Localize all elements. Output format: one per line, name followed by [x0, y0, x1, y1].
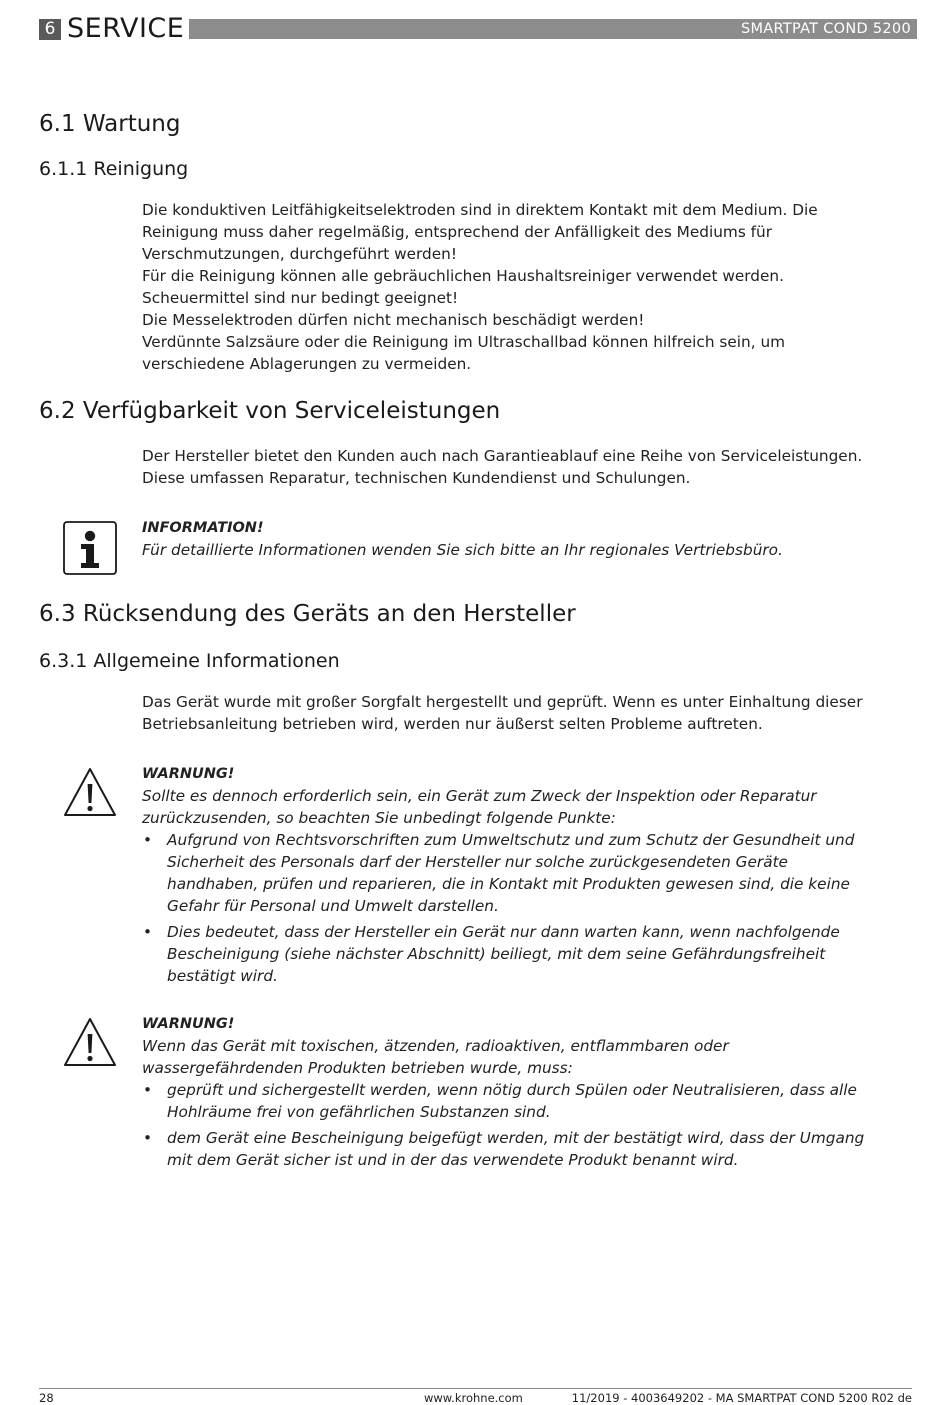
footer-divider — [39, 1388, 912, 1389]
text-line: Aufgrund von Rechtsvorschriften zum Umweltschutz und zum Schutz der Gesundheit und — [167, 831, 855, 849]
info-notice — [142, 517, 912, 561]
text-line: Hohlräume frei von gefährlichen Substanzen sind. — [167, 1103, 551, 1121]
section-6-3-1-title: 6.3.1 Allgemeine Informationen — [39, 650, 340, 672]
page-header — [39, 13, 917, 44]
text-line: Sicherheit des Personals darf der Hersteller nur solche zurückgesendeten Geräte — [167, 853, 788, 871]
bullet-marker: • — [143, 831, 153, 849]
warning-label: WARNUNG! — [142, 766, 235, 782]
website-link[interactable]: www.krohne.com — [424, 1391, 523, 1405]
section-6-3-title: 6.3 Rücksendung des Geräts an den Hersteller — [39, 601, 576, 627]
section-6-2-title: 6.2 Verfügbarkeit von Serviceleistungen — [39, 398, 501, 424]
text-line: bestätigt wird. — [167, 967, 278, 985]
chapter-number: 6 — [39, 19, 61, 40]
text-line: Verdünnte Salzsäure oder die Reinigung im Ultraschallbad können hilfreich sein, um — [142, 333, 786, 351]
bullet-marker: • — [143, 1081, 153, 1099]
text-line: mit dem Gerät sicher ist und in der das verwendete Produkt benannt wird. — [167, 1151, 739, 1169]
text-line: Dies bedeutet, dass der Hersteller ein Gerät nur dann warten kann, wenn nachfolgende — [167, 923, 840, 941]
bullet-marker: • — [143, 923, 153, 941]
text-line: wassergefährdenden Produkten betrieben wurde, muss: — [142, 1059, 573, 1077]
warning-icon — [63, 1016, 117, 1070]
text-line: Für die Reinigung können alle gebräuchlichen Haushaltsreiniger verwendet werden. — [142, 267, 784, 285]
text-line: Das Gerät wurde mit großer Sorgfalt hergestellt und geprüft. Wenn es unter Einhaltung dieser — [142, 693, 863, 711]
text-line: Gefahr für Personal und Umwelt darstellen. — [167, 897, 499, 915]
warning-bullet-list — [142, 829, 912, 987]
text-line: Wenn das Gerät mit toxischen, ätzenden, radioaktiven, entflammbaren oder — [142, 1037, 729, 1055]
page-number: 28 — [39, 1391, 54, 1405]
text-line: handhaben, prüfen und reparieren, die in Kontakt mit Produkten gewesen sind, die keine — [167, 875, 850, 893]
list-item — [142, 1079, 912, 1123]
text-line: verschiedene Ablagerungen zu vermeiden. — [142, 355, 472, 373]
section-6-1-1-title: 6.1.1 Reinigung — [39, 158, 189, 180]
info-label: INFORMATION! — [142, 520, 264, 536]
chapter-title: SERVICE — [67, 13, 185, 44]
text-line: Diese umfassen Reparatur, technischen Kundendienst und Schulungen. — [142, 469, 691, 487]
service-paragraph — [142, 445, 912, 489]
text-line: Betriebsanleitung betrieben wird, werden nur äußerst selten Probleme auftreten. — [142, 715, 763, 733]
text-line: Scheuermittel sind nur bedingt geeignet! — [142, 289, 459, 307]
document-reference: 11/2019 - 4003649202 - MA SMARTPAT COND 5200 R02 de — [571, 1391, 912, 1405]
text-line: Die Messelektroden dürfen nicht mechanisch beschädigt werden! — [142, 311, 645, 329]
list-item — [142, 1127, 912, 1171]
bullet-marker: • — [143, 1129, 153, 1147]
cleaning-paragraph — [142, 199, 912, 375]
text-line: geprüft und sichergestellt werden, wenn nötig durch Spülen oder Neutralisieren, dass alle — [167, 1081, 857, 1099]
list-item — [142, 829, 912, 917]
list-item — [142, 921, 912, 987]
info-text: Für detaillierte Informationen wenden Sie sich bitte an Ihr regionales Vertriebsbüro. — [142, 541, 783, 559]
header-bar — [189, 19, 917, 39]
text-line: zurückzusenden, so beachten Sie unbedingt folgende Punkte: — [142, 809, 616, 827]
text-line: Verschmutzungen, durchgeführt werden! — [142, 245, 458, 263]
warning-bullet-list — [142, 1079, 912, 1171]
section-6-1-title: 6.1 Wartung — [39, 111, 181, 137]
warning-icon — [63, 766, 117, 820]
general-info-paragraph — [142, 691, 912, 735]
warning-label: WARNUNG! — [142, 1016, 235, 1032]
text-line: Sollte es dennoch erforderlich sein, ein Gerät zum Zweck der Inspektion oder Reparatur — [142, 787, 817, 805]
text-line: Die konduktiven Leitfähigkeitselektroden sind in direktem Kontakt mit dem Medium. Die — [142, 201, 818, 219]
text-line: Reinigung muss daher regelmäßig, entsprechend der Anfälligkeit des Mediums für — [142, 223, 773, 241]
warning-notice-2 — [142, 1013, 912, 1175]
text-line: Der Hersteller bietet den Kunden auch nach Garantieablauf eine Reihe von Serviceleistungen. — [142, 447, 863, 465]
info-icon — [63, 521, 117, 575]
warning-notice-1 — [142, 763, 912, 991]
text-line: Bescheinigung (siehe nächster Abschnitt) beiliegt, mit dem seine Gefährdungsfreiheit — [167, 945, 826, 963]
product-name: SMARTPAT COND 5200 — [740, 21, 911, 37]
text-line: dem Gerät eine Bescheinigung beigefügt werden, mit der bestätigt wird, dass der Umgang — [167, 1129, 865, 1147]
